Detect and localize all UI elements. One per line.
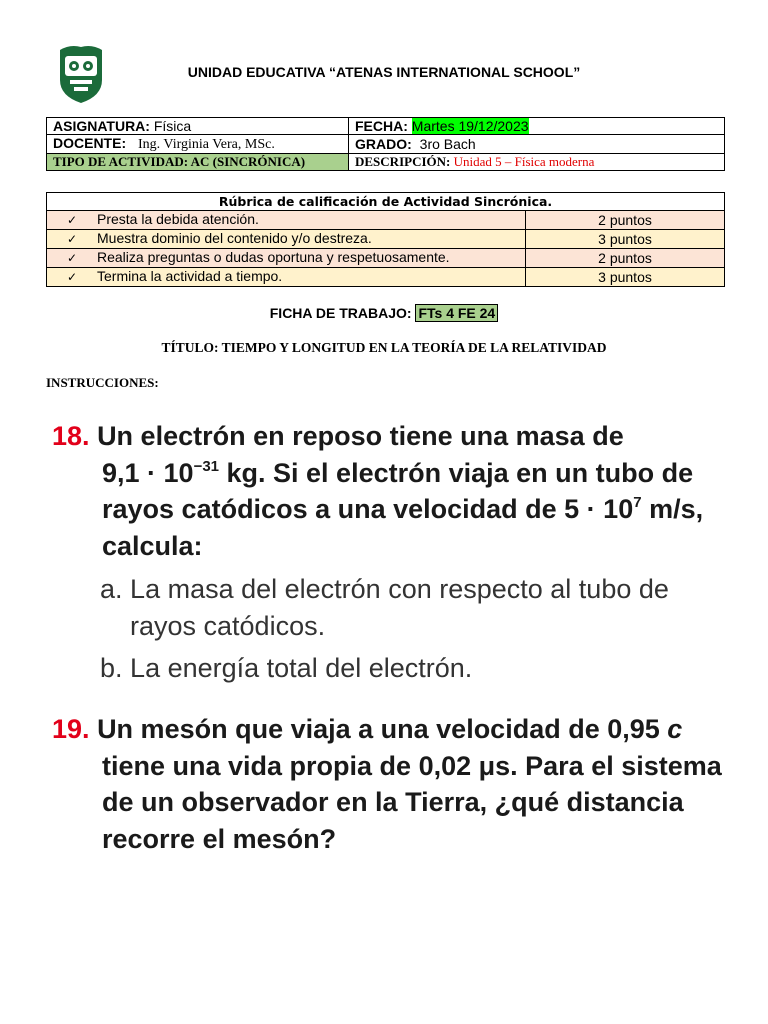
problem-18-number: 18. bbox=[52, 421, 90, 451]
rubric-row bbox=[47, 230, 725, 249]
problem-19-line-2: tiene una vida propia de 0,02 μs. Para el sistema bbox=[102, 750, 722, 781]
rubric-table bbox=[46, 192, 725, 287]
descripcion-cell bbox=[349, 154, 725, 171]
problem-19-line-4: recorre el mesón? bbox=[102, 823, 337, 854]
check-icon: ✓ bbox=[66, 251, 77, 265]
part-b-text: La energía total del electrón. bbox=[130, 653, 473, 683]
problem-18-exponent-2: 7 bbox=[633, 494, 642, 511]
problem-19-line-1 bbox=[52, 711, 702, 748]
problem-18-part-b bbox=[100, 650, 700, 687]
school-title: UNIDAD EDUCATIVA “ATENAS INTERNATIONAL SCHOOL” bbox=[187, 64, 581, 80]
rubric-points: 2 puntos bbox=[526, 249, 725, 268]
fecha-value: Martes 19/12/2023 bbox=[411, 118, 529, 134]
ficha-line bbox=[0, 305, 768, 321]
problem-19-c-symbol: c bbox=[667, 714, 683, 744]
fecha-label: FECHA: bbox=[355, 118, 408, 134]
fecha-cell bbox=[349, 118, 725, 135]
part-a-text-2: rayos catódicos. bbox=[130, 611, 326, 641]
asignatura-cell bbox=[47, 118, 349, 135]
docente-value: Ing. Virginia Vera, MSc. bbox=[138, 137, 275, 152]
problem-18-text-2b: kg. Si el electrón viaja en un tubo de bbox=[219, 457, 694, 488]
rubric-criterion: Realiza preguntas o dudas oportuna y respetuosamente. bbox=[97, 249, 450, 265]
grado-cell bbox=[349, 135, 725, 154]
rubric-points: 3 puntos bbox=[526, 230, 725, 249]
info-table bbox=[46, 117, 725, 171]
part-a-text-1: La masa del electrón con respecto al tubo de bbox=[130, 574, 669, 604]
problem-18-part-a bbox=[100, 571, 700, 645]
rubric-points: 2 puntos bbox=[526, 211, 725, 230]
instructions-heading: INSTRUCCIONES: bbox=[46, 375, 159, 390]
rubric-points: 3 puntos bbox=[526, 268, 725, 287]
rubric-row bbox=[47, 268, 725, 287]
rubric-title: Rúbrica de calificación de Actividad Sincrónica. bbox=[47, 193, 725, 211]
problem-18-text-3b: m/s, bbox=[641, 494, 704, 524]
problem-18-line-3 bbox=[52, 491, 702, 528]
part-b-label: b. bbox=[100, 653, 123, 683]
problem-19-text-1: Un mesón que viaja a una velocidad de 0,95 bbox=[97, 714, 668, 744]
descripcion-label: DESCRIPCIÓN: bbox=[355, 154, 451, 169]
rubric-criterion: Termina la actividad a tiempo. bbox=[97, 268, 283, 284]
docente-cell bbox=[47, 135, 349, 154]
rubric-row bbox=[47, 211, 725, 230]
check-icon: ✓ bbox=[66, 232, 77, 246]
page-title: TÍTULO: TIEMPO Y LONGITUD EN LA TEORÍA DE LA RELATIVIDAD bbox=[161, 340, 607, 355]
part-a-label: a. bbox=[100, 574, 123, 604]
problem-18-line-4: calcula: bbox=[102, 530, 203, 561]
asignatura-label: ASIGNATURA: bbox=[53, 118, 150, 134]
problem-18-text-2a: 9,1 · 10 bbox=[102, 457, 194, 488]
actividad-cell bbox=[47, 154, 349, 171]
ficha-code: FTs 4 FE 24 bbox=[415, 304, 498, 322]
rubric-criterion: Muestra dominio del contenido y/o destreza. bbox=[97, 230, 372, 246]
descripcion-value: Unidad 5 – Física moderna bbox=[453, 154, 595, 169]
docente-label: DOCENTE: bbox=[53, 135, 127, 151]
problem-18 bbox=[52, 418, 702, 564]
grado-label: GRADO: bbox=[355, 136, 412, 152]
problem-19 bbox=[52, 711, 722, 857]
asignatura-value: Física bbox=[153, 118, 192, 134]
problem-18-text-1: Un electrón en reposo tiene una masa de bbox=[97, 421, 624, 451]
grado-value: 3ro Bach bbox=[419, 136, 476, 152]
problem-19-number: 19. bbox=[52, 714, 90, 744]
rubric-row bbox=[47, 249, 725, 268]
rubric-criterion: Presta la debida atención. bbox=[97, 211, 259, 227]
problem-18-line-2 bbox=[52, 455, 702, 492]
problem-19-line-3: de un observador en la Tierra, ¿qué distancia bbox=[102, 787, 684, 817]
ficha-label: FICHA DE TRABAJO: bbox=[269, 305, 412, 321]
problem-18-exponent-1: −31 bbox=[193, 457, 220, 475]
actividad-label: TIPO DE ACTIVIDAD: AC (SINCRÓNICA) bbox=[53, 154, 306, 169]
check-icon: ✓ bbox=[66, 213, 77, 227]
problem-18-text-3a: rayos catódicos a una velocidad de 5 · 10 bbox=[102, 494, 634, 524]
problem-18-line-1 bbox=[52, 418, 702, 455]
check-icon: ✓ bbox=[66, 270, 77, 284]
